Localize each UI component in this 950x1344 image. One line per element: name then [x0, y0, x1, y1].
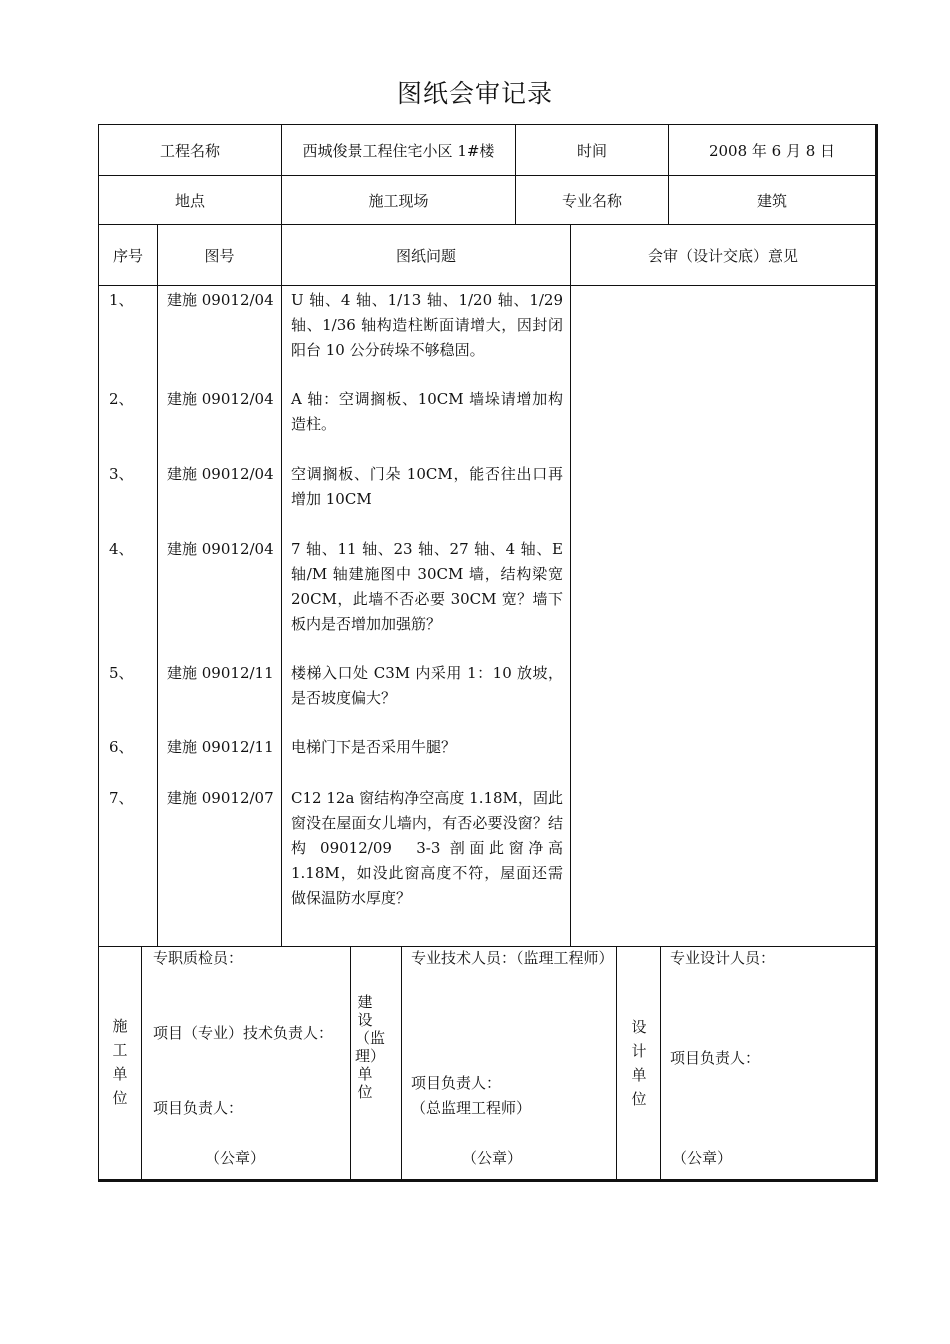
qc-inspector-label: 专职质检员： [153, 949, 244, 967]
row-number: 6、 [109, 738, 134, 756]
construction-unit-label: 施工单位 [112, 1017, 128, 1107]
specialty-value: 建筑 [756, 191, 787, 210]
divider [98, 285, 878, 286]
chief-supervisor-label: （总监理工程师） [411, 1099, 532, 1117]
column-header-drawing: 图号 [204, 246, 235, 265]
place-label: 地点 [174, 191, 205, 210]
drawing-problem: 楼梯入口处 C3M 内采用 1：10 放坡，是否坡度偏大？ [291, 664, 563, 707]
drawing-number: 建施 09012/07 [167, 789, 274, 807]
supervision-manager-label: 项目负责人： [411, 1074, 502, 1092]
drawing-problem: 电梯门下是否采用牛腿？ [291, 738, 457, 756]
row-number: 5、 [109, 664, 134, 682]
drawing-problem: C12 12a 窗结构净空高度 1.18M，固此窗没在屋面女儿墙内，有否必要没窗？结构 09012/09 3-3 剖面此窗净高 1.18M，如没此窗高度不符，屋面还需做保温防水厚度？ [291, 789, 563, 907]
divider [350, 946, 351, 1182]
divider [616, 946, 617, 1182]
drawing-problem: U 轴、4 轴、1/13 轴、1/20 轴、1/29 轴、1/36 轴构造柱断面请增大，因封闭阳台 10 公分砖垛不够稳固。 [291, 291, 563, 359]
drawing-number: 建施 09012/11 [167, 664, 274, 682]
drawing-number: 建施 09012/04 [167, 390, 274, 408]
official-seal-label: （公章） [205, 1149, 266, 1167]
design-unit-label: 设计单位 [631, 1018, 647, 1108]
tech-lead-label: 项目（专业）技术负责人： [153, 1024, 334, 1042]
drawing-number: 建施 09012/04 [167, 465, 274, 483]
place-value: 施工现场 [368, 191, 429, 210]
divider [570, 224, 571, 947]
row-number: 2、 [109, 390, 134, 408]
supervision-unit-label: 建设（监理）单位 [355, 993, 386, 1101]
time-value: 2008 年 6 月 8 日 [708, 141, 836, 160]
row-number: 3、 [109, 465, 134, 483]
drawing-problem: A 轴：空调搁板、10CM 墙垛请增加构造柱。 [291, 390, 563, 433]
specialty-label: 专业名称 [561, 191, 622, 210]
divider [157, 224, 158, 947]
drawing-problem: 7 轴、11 轴、23 轴、27 轴、4 轴、E 轴/M 轴建施图中 30CM 墙，结构梁宽 20CM，此墙不否必要 30CM 宽？墙下板内是否增加加强筋？ [291, 540, 563, 633]
column-header-opinion: 会审（设计交底）意见 [647, 246, 798, 265]
drawing-number: 建施 09012/04 [167, 291, 274, 309]
tech-staff-label: 专业技术人员：（监理工程师） [411, 949, 614, 967]
designer-label: 专业设计人员： [670, 949, 776, 967]
row-number: 7、 [109, 789, 134, 807]
divider [401, 946, 402, 1182]
drawing-number: 建施 09012/04 [167, 540, 274, 558]
official-seal-label: （公章） [462, 1149, 523, 1167]
project-manager-label: 项目负责人： [153, 1099, 244, 1117]
page-title: 图纸会审记录 [396, 79, 553, 108]
project-name-label: 工程名称 [159, 141, 220, 160]
row-number: 4、 [109, 540, 134, 558]
divider [281, 224, 282, 947]
design-manager-label: 项目负责人： [670, 1049, 761, 1067]
divider [660, 946, 661, 1182]
drawing-number: 建施 09012/11 [167, 738, 274, 756]
row-number: 1、 [109, 291, 134, 309]
time-label: 时间 [576, 141, 607, 160]
column-header-no: 序号 [112, 246, 143, 265]
project-name-value: 西城俊景工程住宅小区 1#楼 [302, 141, 495, 160]
drawing-problem: 空调搁板、门朵 10CM，能否往出口再增加 10CM [291, 465, 563, 508]
official-seal-label: （公章） [672, 1149, 733, 1167]
column-header-problem: 图纸问题 [395, 246, 456, 265]
divider [141, 946, 142, 1182]
